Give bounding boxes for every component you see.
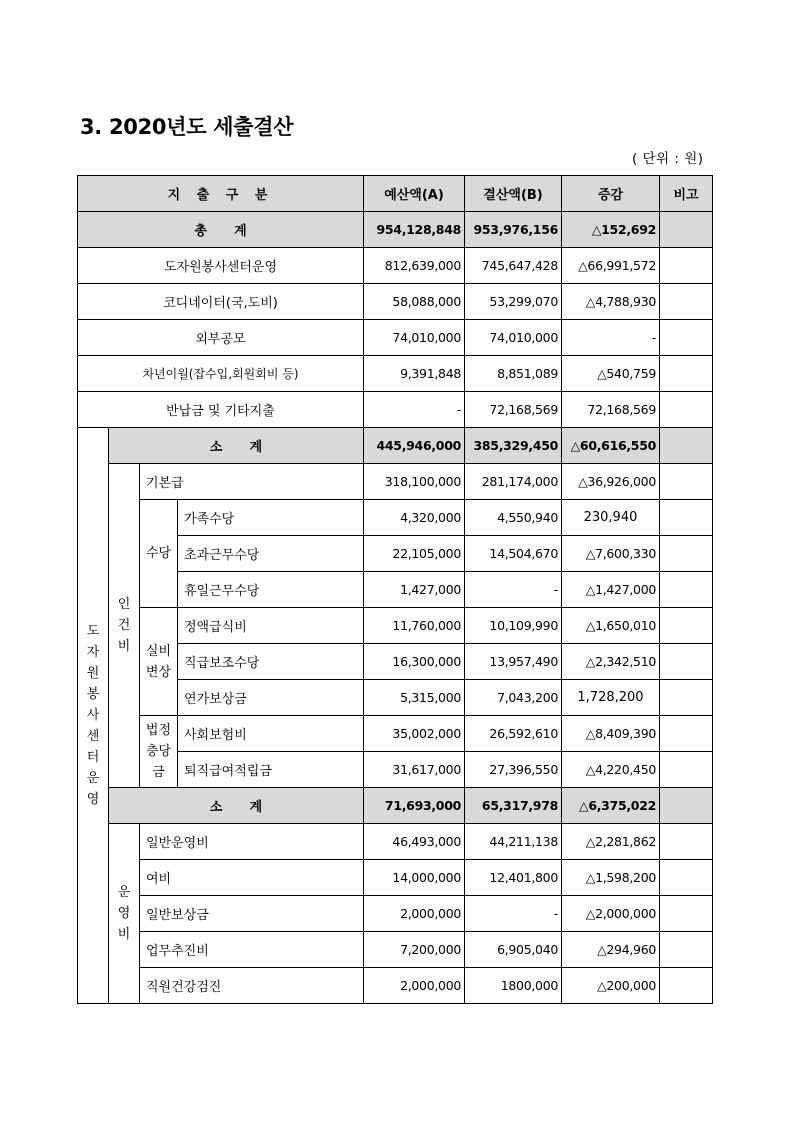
row-budget: 812,639,000 [364,248,465,284]
row-budget: 46,493,000 [364,824,465,860]
row-label: 가족수당 [178,500,364,536]
table-row [78,932,713,968]
subtotal-budget: 445,946,000 [364,428,465,464]
row-note [660,608,713,644]
row-settle: 6,905,040 [465,932,562,968]
row-budget: 16,300,000 [364,644,465,680]
row-label: 직급보조수당 [178,644,364,680]
row-settle: 1800,000 [465,968,562,1004]
header-settle: 결산액(B) [465,176,562,212]
row-note [660,896,713,932]
row-settle: 12,401,800 [465,860,562,896]
total-label: 총 계 [78,212,364,248]
row-diff: 72,168,569 [562,392,660,428]
row-budget: 11,760,000 [364,608,465,644]
row-settle: 27,396,550 [465,752,562,788]
row-label: 코디네이터(국,도비) [78,284,364,320]
row-settle: 10,109,990 [465,608,562,644]
row-budget: - [364,392,465,428]
row-settle: - [465,572,562,608]
row-note [660,500,713,536]
row-budget: 35,002,000 [364,716,465,752]
row-budget: 2,000,000 [364,896,465,932]
row-settle: 72,168,569 [465,392,562,428]
subtotal-diff: △6,375,022 [562,788,660,824]
unit-label: ( 단위 : 원) [632,151,704,167]
row-note [660,356,713,392]
row-diff: △1,427,000 [562,572,660,608]
row-settle: 74,010,000 [465,320,562,356]
subtotal-note [660,788,713,824]
expense-group-label: 실비변상 [140,608,178,716]
row-budget: 4,320,000 [364,500,465,536]
table-row [78,248,713,284]
subtotal-row [78,788,713,824]
row-settle: 745,647,428 [465,248,562,284]
row-settle: - [465,896,562,932]
header-budget: 예산액(A) [364,176,465,212]
row-label: 휴일근무수당 [178,572,364,608]
row-budget: 22,105,000 [364,536,465,572]
legal-group-label: 법정충당금 [140,716,178,788]
row-diff: - [562,320,660,356]
total-settle: 953,976,156 [465,212,562,248]
row-note [660,464,713,500]
row-diff: △200,000 [562,968,660,1004]
row-diff: △8,409,390 [562,716,660,752]
subtotal-note [660,428,713,464]
center-group-label: 도자원봉사센터운영 [78,428,109,1004]
header-note: 비고 [660,176,713,212]
row-budget: 31,617,000 [364,752,465,788]
header-row [78,176,713,212]
total-budget: 954,128,848 [364,212,465,248]
row-diff: △4,788,930 [562,284,660,320]
row-note [660,644,713,680]
row-budget: 7,200,000 [364,932,465,968]
row-settle: 53,299,070 [465,284,562,320]
row-budget: 14,000,000 [364,860,465,896]
row-settle: 44,211,138 [465,824,562,860]
row-settle: 13,957,490 [465,644,562,680]
subtotal-label: 소 계 [109,428,364,464]
row-note [660,860,713,896]
header-diff: 증감 [562,176,660,212]
row-label: 초과근무수당 [178,536,364,572]
row-note [660,716,713,752]
personnel-group-label: 인건비 [109,464,140,788]
table-row [78,284,713,320]
row-label: 반납금 및 기타지출 [78,392,364,428]
row-note [660,824,713,860]
row-label: 차년이월(잡수입,회원회비 등) [78,356,364,392]
row-diff: 230,940 [562,500,660,536]
row-diff: △36,926,000 [562,464,660,500]
row-diff: △2,000,000 [562,896,660,932]
row-label: 연가보상금 [178,680,364,716]
row-note [660,248,713,284]
expenditure-table [77,175,713,1004]
table-row [78,392,713,428]
row-label: 도자원봉사센터운영 [78,248,364,284]
row-label: 일반운영비 [140,824,364,860]
table-row [78,860,713,896]
allowance-group-label: 수당 [140,500,178,608]
row-diff: △540,759 [562,356,660,392]
row-budget: 1,427,000 [364,572,465,608]
subtotal-budget: 71,693,000 [364,788,465,824]
table-row [78,608,713,644]
table-row [78,464,713,500]
row-budget: 74,010,000 [364,320,465,356]
row-diff: △1,598,200 [562,860,660,896]
table-row [78,896,713,932]
row-label: 기본급 [140,464,364,500]
row-diff: △2,281,862 [562,824,660,860]
row-budget: 9,391,848 [364,356,465,392]
row-note [660,284,713,320]
table-row [78,968,713,1004]
row-diff: 1,728,200 [562,680,660,716]
table-row [78,716,713,752]
total-diff: △152,692 [562,212,660,248]
row-diff: △4,220,450 [562,752,660,788]
row-settle: 14,504,670 [465,536,562,572]
row-note [660,392,713,428]
table-row [78,824,713,860]
subtotal-settle: 65,317,978 [465,788,562,824]
row-label: 업무추진비 [140,932,364,968]
row-budget: 58,088,000 [364,284,465,320]
row-diff: △1,650,010 [562,608,660,644]
subtotal-row [78,428,713,464]
row-note [660,680,713,716]
row-note [660,536,713,572]
table-row [78,500,713,536]
row-settle: 7,043,200 [465,680,562,716]
row-budget: 318,100,000 [364,464,465,500]
subtotal-diff: △60,616,550 [562,428,660,464]
row-settle: 26,592,610 [465,716,562,752]
row-budget: 2,000,000 [364,968,465,1004]
row-diff: △294,960 [562,932,660,968]
row-label: 사회보험비 [178,716,364,752]
subtotal-settle: 385,329,450 [465,428,562,464]
row-label: 여비 [140,860,364,896]
row-diff: △2,342,510 [562,644,660,680]
row-settle: 4,550,940 [465,500,562,536]
row-label: 직원건강검진 [140,968,364,1004]
subtotal-label: 소 계 [109,788,364,824]
table-row [78,320,713,356]
row-note [660,932,713,968]
row-note [660,968,713,1004]
row-note [660,752,713,788]
total-row [78,212,713,248]
page-title: 3. 2020년도 세출결산 [80,115,294,139]
row-label: 정액급식비 [178,608,364,644]
row-diff: △66,991,572 [562,248,660,284]
row-settle: 281,174,000 [465,464,562,500]
row-label: 일반보상금 [140,896,364,932]
row-settle: 8,851,089 [465,356,562,392]
table-row [78,356,713,392]
row-budget: 5,315,000 [364,680,465,716]
row-label: 퇴직급여적립금 [178,752,364,788]
row-label: 외부공모 [78,320,364,356]
row-note [660,320,713,356]
total-note [660,212,713,248]
header-category: 지 출 구 분 [78,176,364,212]
row-note [660,572,713,608]
operation-group-label: 운영비 [109,824,140,1004]
row-diff: △7,600,330 [562,536,660,572]
